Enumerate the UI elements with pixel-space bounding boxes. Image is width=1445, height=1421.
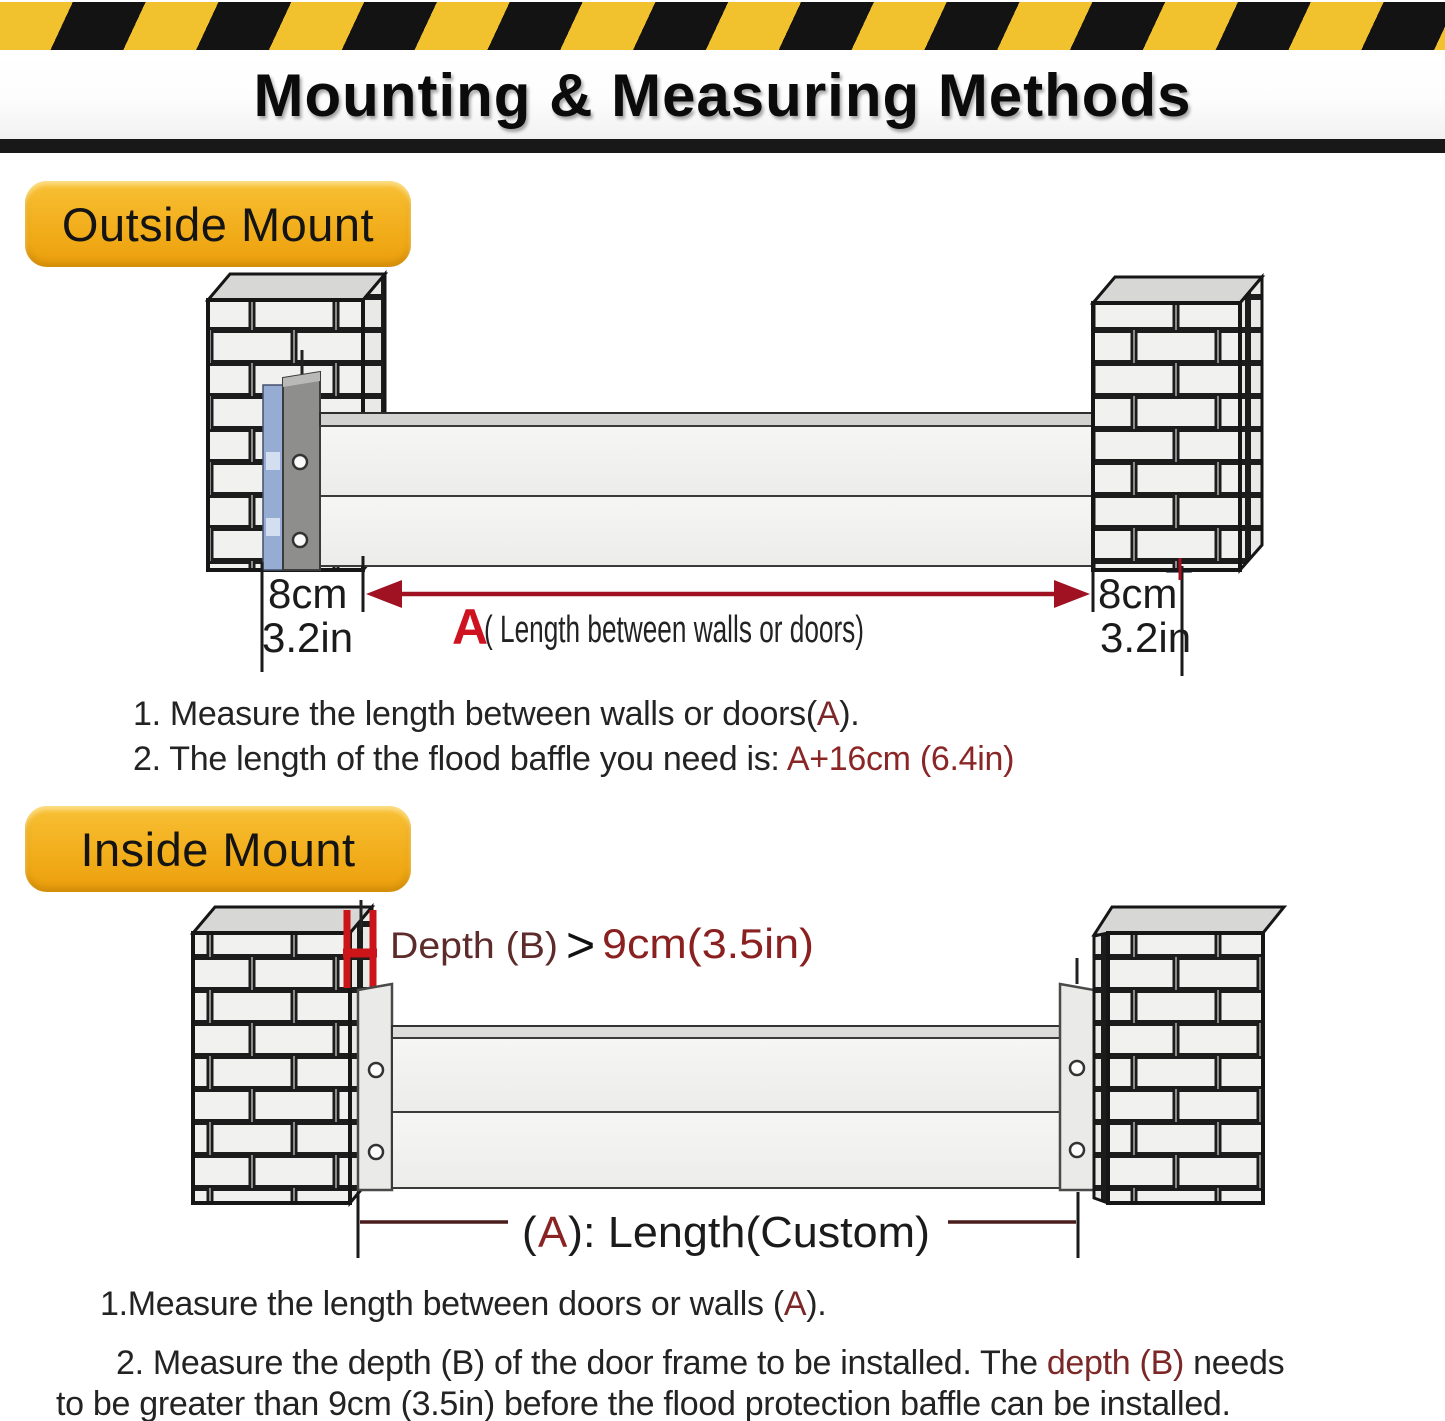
barrier-panel-bottom <box>320 496 1130 566</box>
length-label-a: A <box>538 1208 568 1257</box>
right-mount-bracket <box>1060 958 1094 1190</box>
inside-mount-badge <box>25 806 411 892</box>
step-em: A+16cm (6.4in) <box>786 740 1015 778</box>
right-offset-cm: 8cm <box>1098 570 1178 617</box>
left-offset-in: 3.2in <box>262 614 354 661</box>
left-offset-cm: 8cm <box>268 570 348 617</box>
inside-mount-badge-label: Inside Mount <box>80 822 356 876</box>
outside-step-1: 1. Measure the length between walls or doors(A). <box>133 695 860 733</box>
header-divider <box>0 139 1445 153</box>
inside-step-1: 1.Measure the length between doors or walls (A). <box>100 1285 827 1323</box>
right-brick-pillar <box>1093 277 1262 570</box>
inside-step-2-continued: to be greater than 9cm (3.5in) before the flood protection baffle can be installed. <box>56 1385 1231 1421</box>
step-em: A <box>816 695 840 733</box>
right-offset-in: 3.2in <box>1100 614 1192 661</box>
caution-stripe <box>0 2 1445 52</box>
length-label-open: ( <box>522 1208 537 1257</box>
step-em: A <box>783 1285 807 1323</box>
flood-barrier <box>392 1026 1060 1188</box>
barrier-panel-bottom <box>392 1112 1060 1188</box>
inside-step-2: 2. Measure the depth (B) of the door frame to be installed. The depth (B) needs <box>116 1344 1285 1382</box>
depth-label-value: 9cm(3.5in) <box>602 920 814 967</box>
outside-mount-badge <box>25 181 411 267</box>
flood-barrier <box>320 413 1130 566</box>
span-label-text: ( Length between walls or doors) <box>484 609 864 651</box>
right-brick-pillar <box>1094 907 1284 1203</box>
outside-mount-badge-label: Outside Mount <box>61 197 375 251</box>
step-em: depth (B) <box>1046 1344 1184 1382</box>
depth-label-name: Depth (B) <box>390 925 558 966</box>
inside-mount-diagram <box>0 895 1445 1270</box>
depth-label-gt: > <box>566 917 596 973</box>
barrier-panel-top <box>320 426 1130 496</box>
screw-hole <box>369 1145 383 1159</box>
screw-hole <box>1070 1143 1084 1157</box>
outside-step-2: 2. The length of the flood baffle you need is: A+16cm (6.4in) <box>133 740 1015 778</box>
outside-mount-diagram <box>0 260 1445 690</box>
left-seal-strip <box>263 385 283 570</box>
left-mount-bracket <box>358 984 392 1190</box>
screw-hole <box>369 1063 383 1077</box>
screw-hole <box>293 533 307 547</box>
page-title: Mounting & Measuring Methods <box>253 61 1192 129</box>
span-label-a: A <box>452 599 489 655</box>
length-label-rest: ): Length(Custom) <box>568 1208 930 1257</box>
title-band <box>0 50 1445 140</box>
barrier-panel-top <box>392 1038 1060 1112</box>
screw-hole <box>1070 1061 1084 1075</box>
screw-hole <box>293 455 307 469</box>
